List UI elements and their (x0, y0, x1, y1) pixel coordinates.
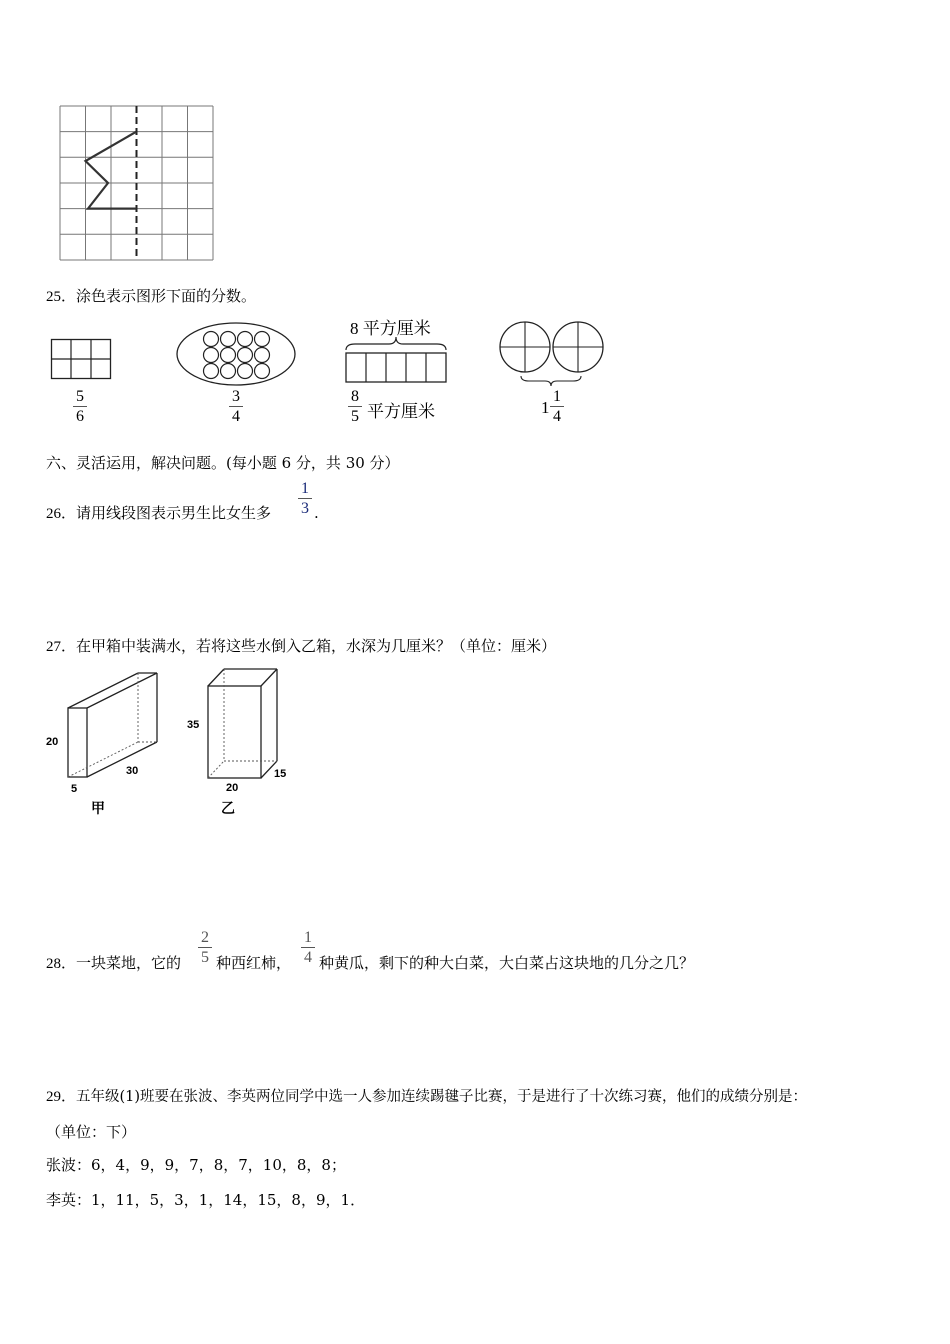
q25-text: 涂色表示图形下面的分数。 (76, 287, 257, 305)
q25-fraction-4 (550, 388, 564, 425)
q26-line (46, 503, 271, 524)
q25-area-label: 8 平方厘米 (350, 319, 431, 338)
box-a-length: 30 (126, 765, 139, 777)
q28-part2: 种西红柿， (216, 954, 292, 972)
q25-two-circles (499, 320, 605, 386)
fraction-bar (550, 406, 564, 407)
q28-fraction-2 (301, 929, 315, 966)
q25-fraction-3-denominator: 5 (351, 408, 359, 425)
box-b-name: 乙 (221, 801, 235, 817)
q26-fraction (298, 480, 312, 517)
fraction-bar (229, 406, 243, 407)
q28-fraction-1-denominator: 5 (201, 949, 209, 966)
q29-line (46, 1087, 807, 1107)
box-b-figure (206, 667, 280, 781)
q29-text: 五年级(1)班要在张波、李英两位同学中选一人参加连续踢毽子比赛，于是进行了十次练习赛，他们的成绩分别是： (76, 1089, 808, 1105)
q25-number: 25． (46, 289, 77, 305)
q25-fraction-2-denominator: 4 (232, 408, 240, 425)
box-b-width: 15 (274, 768, 287, 780)
q27-number: 27． (46, 639, 77, 655)
q25-fraction-3-numerator: 8 (351, 388, 359, 405)
q25-fraction-3 (348, 388, 362, 425)
q25-area-unit: 平方厘米 (367, 402, 435, 421)
q25-ellipse-circles (176, 322, 296, 386)
box-b-length: 20 (226, 782, 239, 794)
q25-bar-cells (345, 336, 447, 384)
q25-fraction-1 (73, 388, 87, 425)
fraction-bar (198, 947, 212, 948)
fraction-bar (301, 947, 315, 948)
fraction-bar (298, 498, 312, 499)
q29-number: 29． (46, 1089, 77, 1105)
q28-fraction-1 (198, 929, 212, 966)
box-a-name: 甲 (91, 801, 105, 817)
q26-number: 26． (46, 506, 77, 522)
q25-fraction-2-numerator: 3 (232, 388, 240, 405)
fraction-bar (73, 406, 87, 407)
symmetry-grid-figure (60, 106, 213, 260)
q28-fraction-2-denominator: 4 (304, 949, 312, 966)
q25-fraction-2 (229, 388, 243, 425)
q27-line (46, 636, 556, 657)
box-b-height: 35 (187, 719, 200, 731)
q25-fraction-4-numerator: 1 (553, 388, 561, 405)
q25-fraction-1-denominator: 6 (76, 408, 84, 425)
q25-rectangle-grid (51, 339, 111, 379)
q26-fraction-numerator: 1 (301, 480, 309, 497)
q27-text: 在甲箱中装满水，若将这些水倒入乙箱，水深为几厘米？（单位：厘米） (76, 637, 557, 655)
q26-text: 请用线段图表示男生比女生多 (76, 504, 272, 522)
q25-mixed-whole: 1 (541, 398, 550, 417)
q29-unit: （单位：下） (46, 1123, 137, 1141)
q29-zhang-scores: 张波：6，4，9，9，7，8，7，10，8，8； (46, 1156, 346, 1174)
box-a-figure (66, 671, 160, 779)
box-a-height: 20 (46, 736, 59, 748)
section-6-title: 六、灵活运用，解决问题。(每小题 6 分，共 30 分） (46, 454, 400, 472)
q25-fraction-4-denominator: 4 (553, 408, 561, 425)
q26-period: . (314, 504, 319, 522)
q25-fraction-1-numerator: 5 (76, 388, 84, 405)
q25-line (46, 286, 256, 307)
q29-li-scores: 李英：1，11，5，3，1，14，15，8，9，1． (46, 1191, 366, 1209)
q28-line-start (46, 953, 181, 974)
q28-fraction-1-numerator: 2 (201, 929, 209, 946)
fraction-bar (348, 406, 362, 407)
q28-fraction-2-numerator: 1 (304, 929, 312, 946)
box-a-width: 5 (71, 783, 78, 795)
q28-part1: 一块菜地，它的 (76, 954, 182, 972)
q28-part3: 种黄瓜，剩下的种大白菜，大白菜占这块地的几分之几？ (319, 954, 695, 972)
q28-number: 28． (46, 956, 77, 972)
q26-fraction-denominator: 3 (301, 500, 309, 517)
